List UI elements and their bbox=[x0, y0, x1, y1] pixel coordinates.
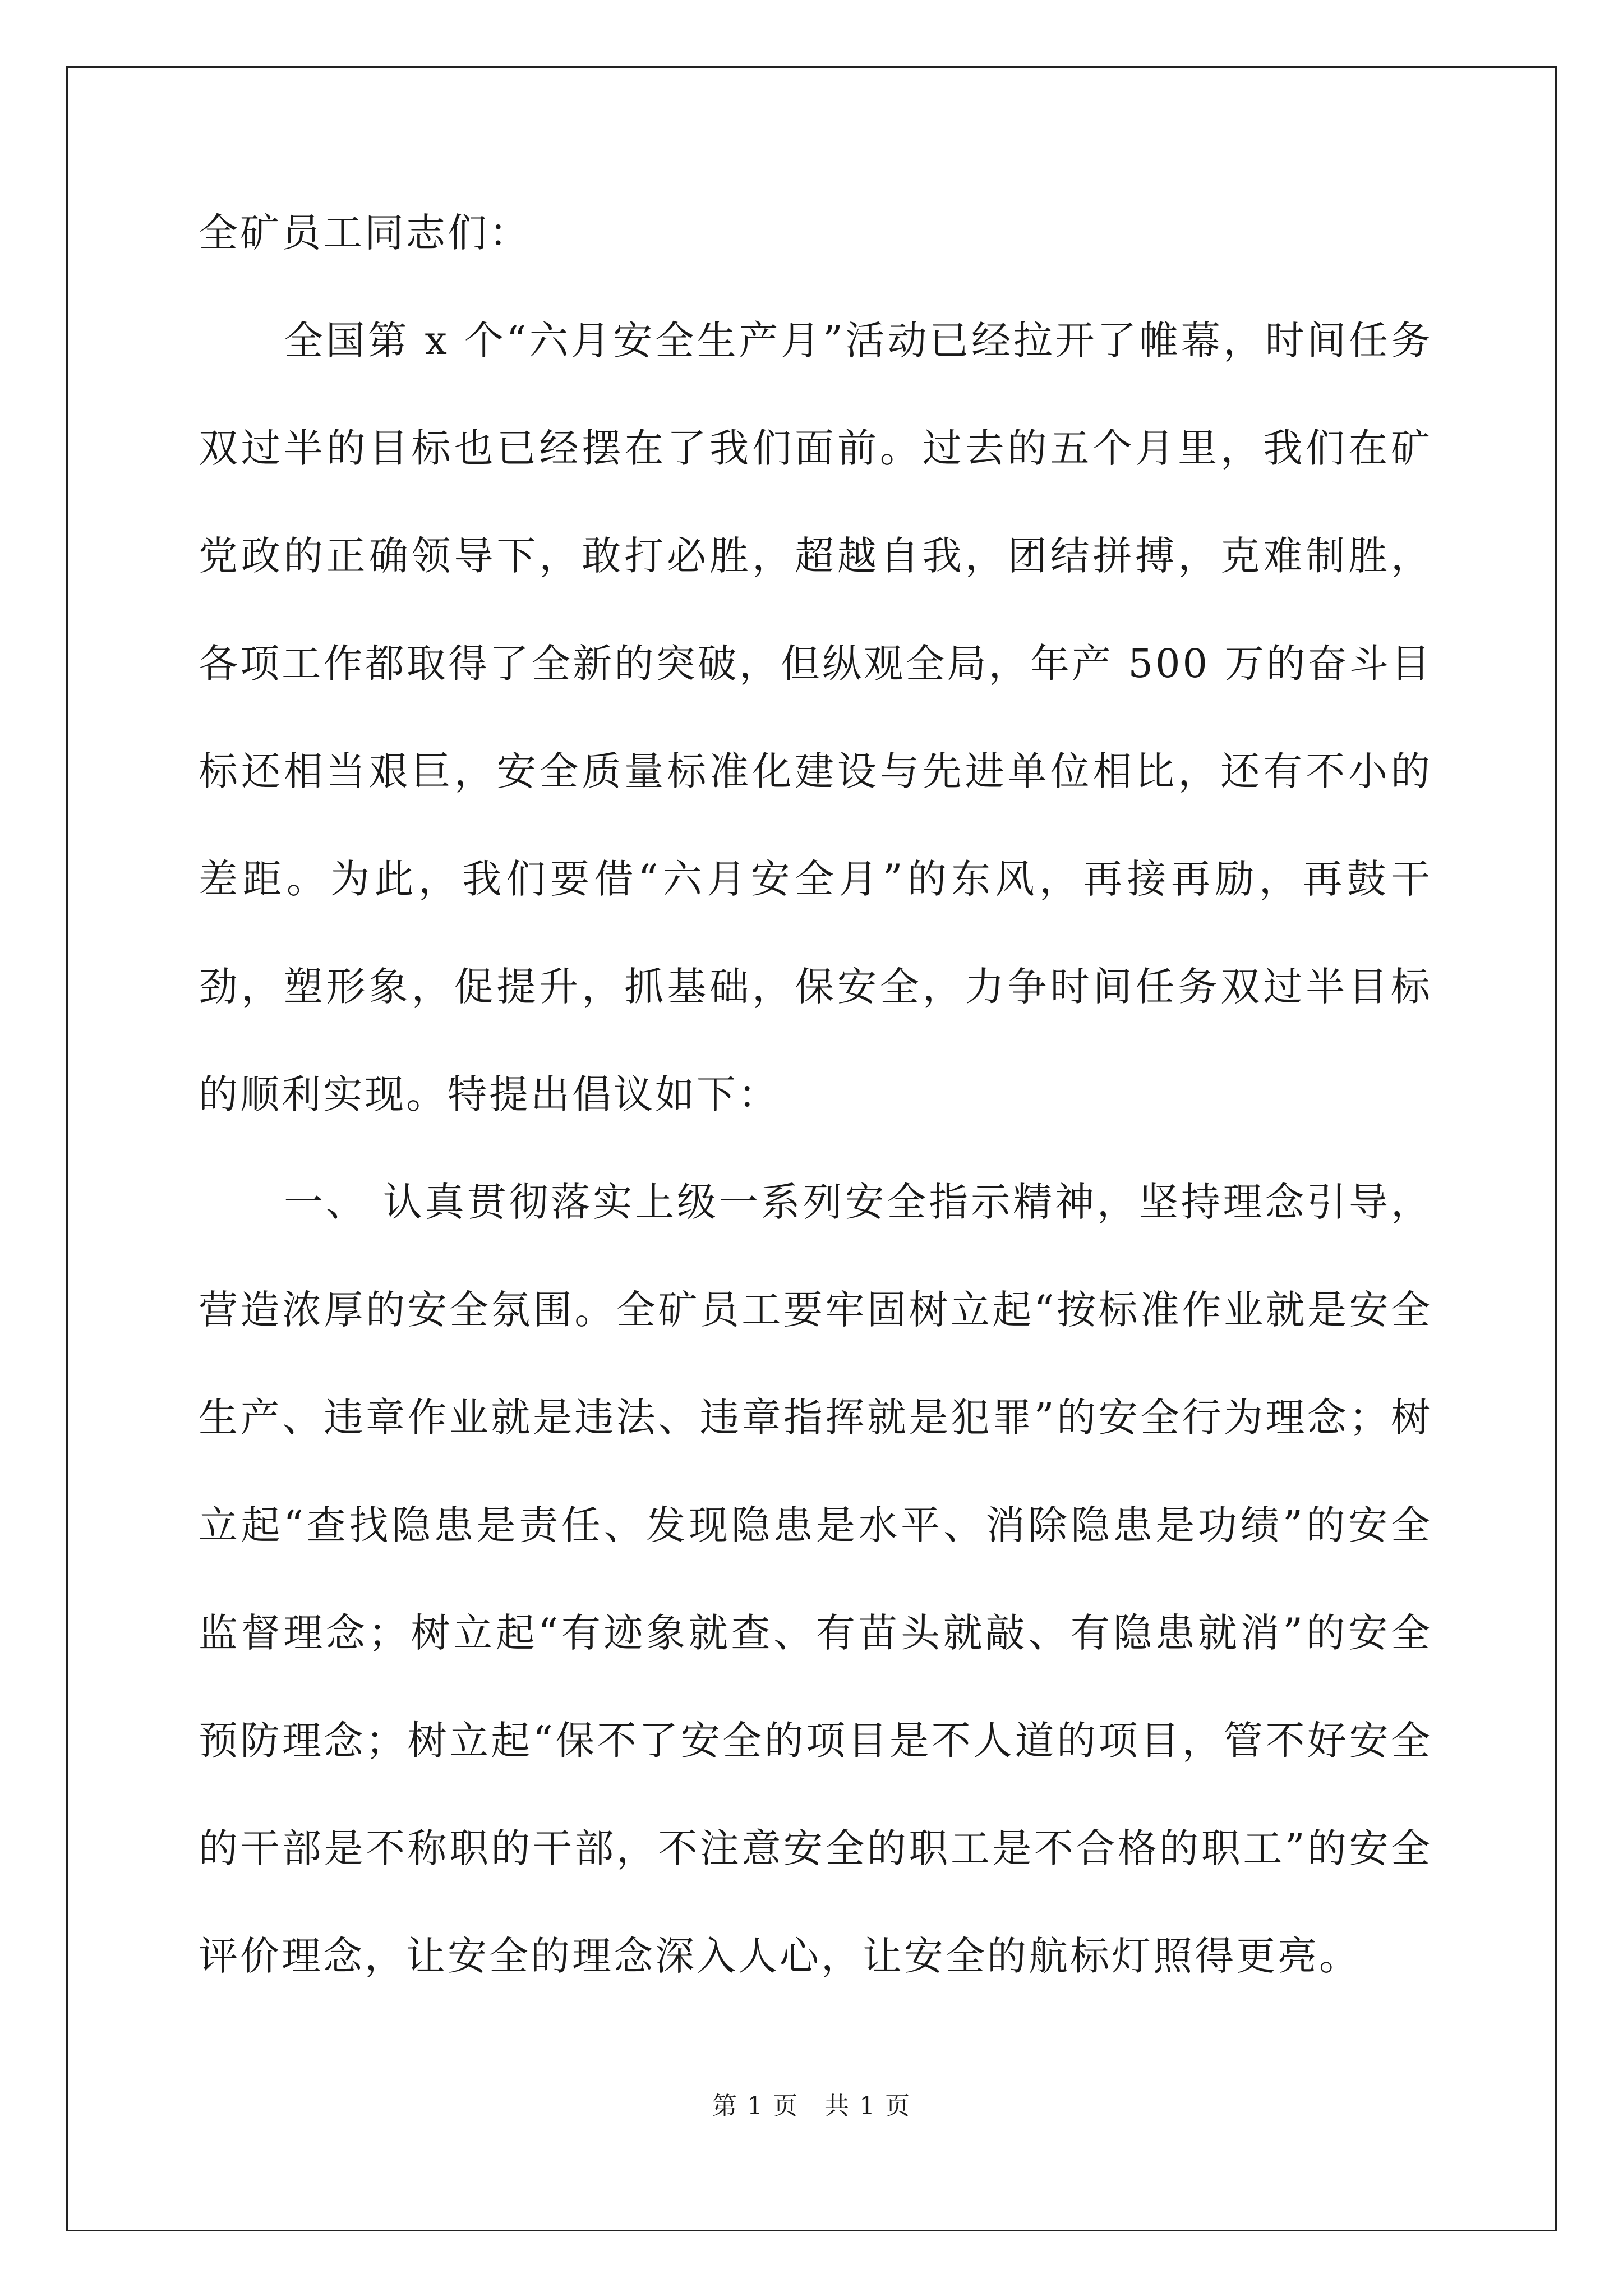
letter-greeting: 全矿员工同志们： bbox=[199, 210, 531, 256]
paragraph-item-one: 一、 认真贯彻落实上级一系列安全指示精神，坚持理念引导，营造浓厚的安全氛围。全矿员工要牢固树立起“按标准作业就是安全生产、违章作业就是违法、违章指挥就是犯罪”的安全行为理念；树立起“查找隐患是责任、发现隐患是水平、消除隐患是功绩”的安全监督理念；树立起“有迹象就查、有苗头就敲、有隐患就消”的安全预防理念；树立起“保不了安全的项目是不人道的项目，管不好安全的干部是不称职的干部，不注意安全的职工是不合格的职工”的安全评价理念，让安全的理念深入人心，让安全的航标灯照得更亮。 bbox=[199, 1179, 1432, 1979]
document-body bbox=[199, 210, 1432, 2010]
page-footer: 第 1 页 共 1 页 bbox=[712, 2092, 911, 2120]
paragraph-intro: 全国第 x 个“六月安全生产月”活动已经拉开了帷幕，时间任务双过半的目标也已经摆在了我们面前。过去的五个月里，我们在矿党政的正确领导下，敢打必胜，超越自我，团结拼搏，克难制胜，各项工作都取得了全新的突破，但纵观全局，年产 500 万的奋斗目标还相当艰巨，安全质量标准化建设与先进单位相比，还有不小的差距。为此，我们要借“六月安全月”的东风，再接再励，再鼓干劲，塑形象，促提升，抓基础，保安全，力争时间任务双过半目标的顺利实现。特提出倡议如下： bbox=[199, 318, 1432, 1117]
